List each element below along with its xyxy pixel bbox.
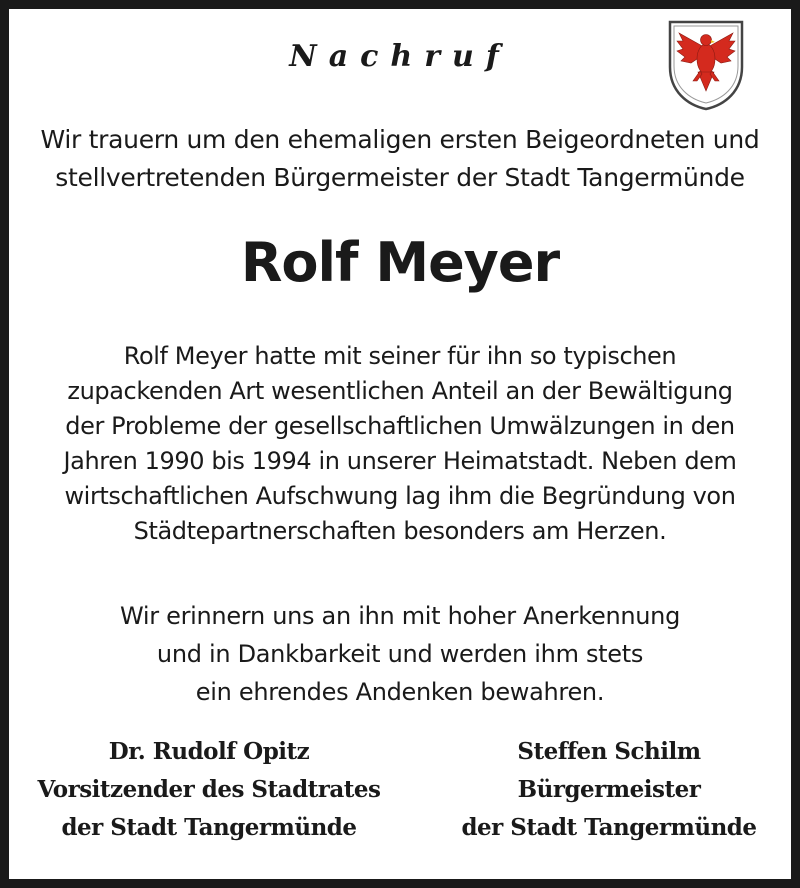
obituary-notice: [9, 9, 791, 879]
signatory-role: Vorsitzender des Stadtrates: [37, 776, 381, 803]
signatory-right: [449, 733, 769, 847]
body-line: der Probleme der gesellschaftlichen Umwälzungen in den: [65, 412, 735, 440]
signatory-name: Dr. Rudolf Opitz: [108, 738, 310, 765]
memorial-line: und in Dankbarkeit und werden ihm stets: [156, 640, 644, 668]
obituary-body: [9, 339, 791, 549]
memorial-line: ein ehrendes Andenken bewahren.: [195, 678, 605, 706]
intro-line: Wir trauern um den ehemaligen ersten Beigeordneten und: [40, 125, 760, 154]
body-line: Städtepartnerschaften besonders am Herzen.: [133, 517, 667, 545]
body-line: Jahren 1990 bis 1994 in unserer Heimatstadt. Neben dem: [63, 447, 737, 475]
coat-of-arms-icon: [667, 19, 745, 111]
memorial-line: Wir erinnern uns an ihn mit hoher Anerkennung: [119, 602, 681, 630]
memorial-text: [9, 597, 791, 711]
body-line: zupackenden Art wesentlichen Anteil an der Bewältigung: [67, 377, 733, 405]
signatory-name: Steffen Schilm: [517, 738, 701, 765]
deceased-name: Rolf Meyer: [240, 231, 560, 294]
signatory-left: [29, 733, 389, 847]
body-line: wirtschaftlichen Aufschwung lag ihm die Begründung von: [64, 482, 736, 510]
notice-title: Nachruf: [289, 39, 511, 74]
signatory-org: der Stadt Tangermünde: [61, 814, 357, 841]
intro-text: [9, 121, 791, 197]
body-line: Rolf Meyer hatte mit seiner für ihn so typischen: [123, 342, 677, 370]
signatory-role: Bürgermeister: [517, 776, 701, 803]
signatory-org: der Stadt Tangermünde: [461, 814, 757, 841]
intro-line: stellvertretenden Bürgermeister der Stadt Tangermünde: [55, 163, 745, 192]
